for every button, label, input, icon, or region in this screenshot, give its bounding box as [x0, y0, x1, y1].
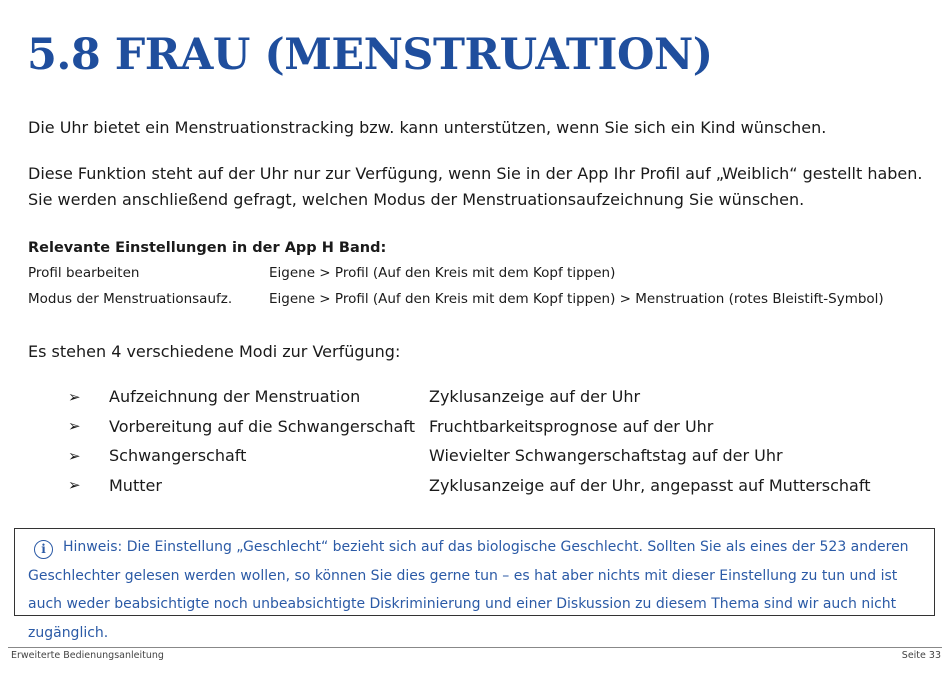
- settings-block: [28, 237, 884, 312]
- arrow-bullet-icon: ➢: [68, 417, 81, 436]
- page-number: Seite 33: [901, 650, 941, 661]
- mode-name: Schwangerschaft: [109, 446, 247, 466]
- note-text: Hinweis: Die Einstellung „Geschlecht“ bezieht sich auf das biologische Geschlecht. Sollten Sie als eines der 523 anderen Geschlechter gelesen werden wollen, so können Sie dies gerne tun – es hat aber nichts mit dieser Einstellung zu tun und ist auch weder beabsichtigte noch unbeabsichtigte Diskriminierung und einer Diskussion zu diesem Thema sind wir auch nicht zugänglich.: [28, 539, 909, 641]
- mode-name: Mutter: [109, 475, 162, 495]
- profile-line-2: Sie werden anschließend gefragt, welchen Modus der Menstruationsaufzeichnung Sie wünschen.: [28, 190, 805, 209]
- settings-row: [28, 260, 884, 286]
- page-title: 5.8 FRAU (MENSTRUATION): [27, 30, 713, 80]
- settings-label: Modus der Menstruationsaufz.: [28, 291, 233, 307]
- modes-intro: Es stehen 4 verschiedene Modi zur Verfügung:: [28, 342, 401, 361]
- arrow-bullet-icon: ➢: [68, 387, 81, 406]
- modes-list: [68, 382, 870, 500]
- settings-heading: Relevante Einstellungen in der App H Band:: [28, 240, 387, 256]
- list-item: [68, 412, 870, 442]
- list-item: [68, 441, 870, 471]
- mode-description: Zyklusanzeige auf der Uhr: [429, 387, 641, 407]
- arrow-bullet-icon: ➢: [68, 446, 81, 465]
- mode-description: Wievielter Schwangerschaftstag auf der Uhr: [429, 446, 783, 466]
- list-item: [68, 471, 870, 501]
- arrow-bullet-icon: ➢: [68, 476, 81, 495]
- mode-description: Fruchtbarkeitsprognose auf der Uhr: [429, 416, 714, 436]
- list-item: [68, 382, 870, 412]
- settings-row: [28, 286, 884, 312]
- settings-path: Eigene > Profil (Auf den Kreis mit dem Kopf tippen) > Menstruation (rotes Bleistift-Symbol): [269, 291, 884, 307]
- mode-description: Zyklusanzeige auf der Uhr, angepasst auf Mutterschaft: [429, 475, 871, 495]
- mode-name: Aufzeichnung der Menstruation: [109, 387, 361, 407]
- footer-document-title: Erweiterte Bedienungsanleitung: [11, 650, 164, 661]
- settings-path: Eigene > Profil (Auf den Kreis mit dem Kopf tippen): [269, 265, 616, 281]
- footer-divider: [8, 647, 942, 648]
- mode-name: Vorbereitung auf die Schwangerschaft: [109, 416, 415, 436]
- info-icon: i: [34, 540, 53, 559]
- note-box: [14, 528, 935, 641]
- intro-paragraph: Die Uhr bietet ein Menstruationstracking bzw. kann unterstützen, wenn Sie sich ein Kind wünschen.: [28, 118, 827, 137]
- profile-paragraph: [28, 161, 928, 213]
- profile-line-1: Diese Funktion steht auf der Uhr nur zur Verfügung, wenn Sie in der App Ihr Profil auf „Weiblich“ gestellt haben.: [28, 164, 923, 183]
- settings-label: Profil bearbeiten: [28, 265, 140, 281]
